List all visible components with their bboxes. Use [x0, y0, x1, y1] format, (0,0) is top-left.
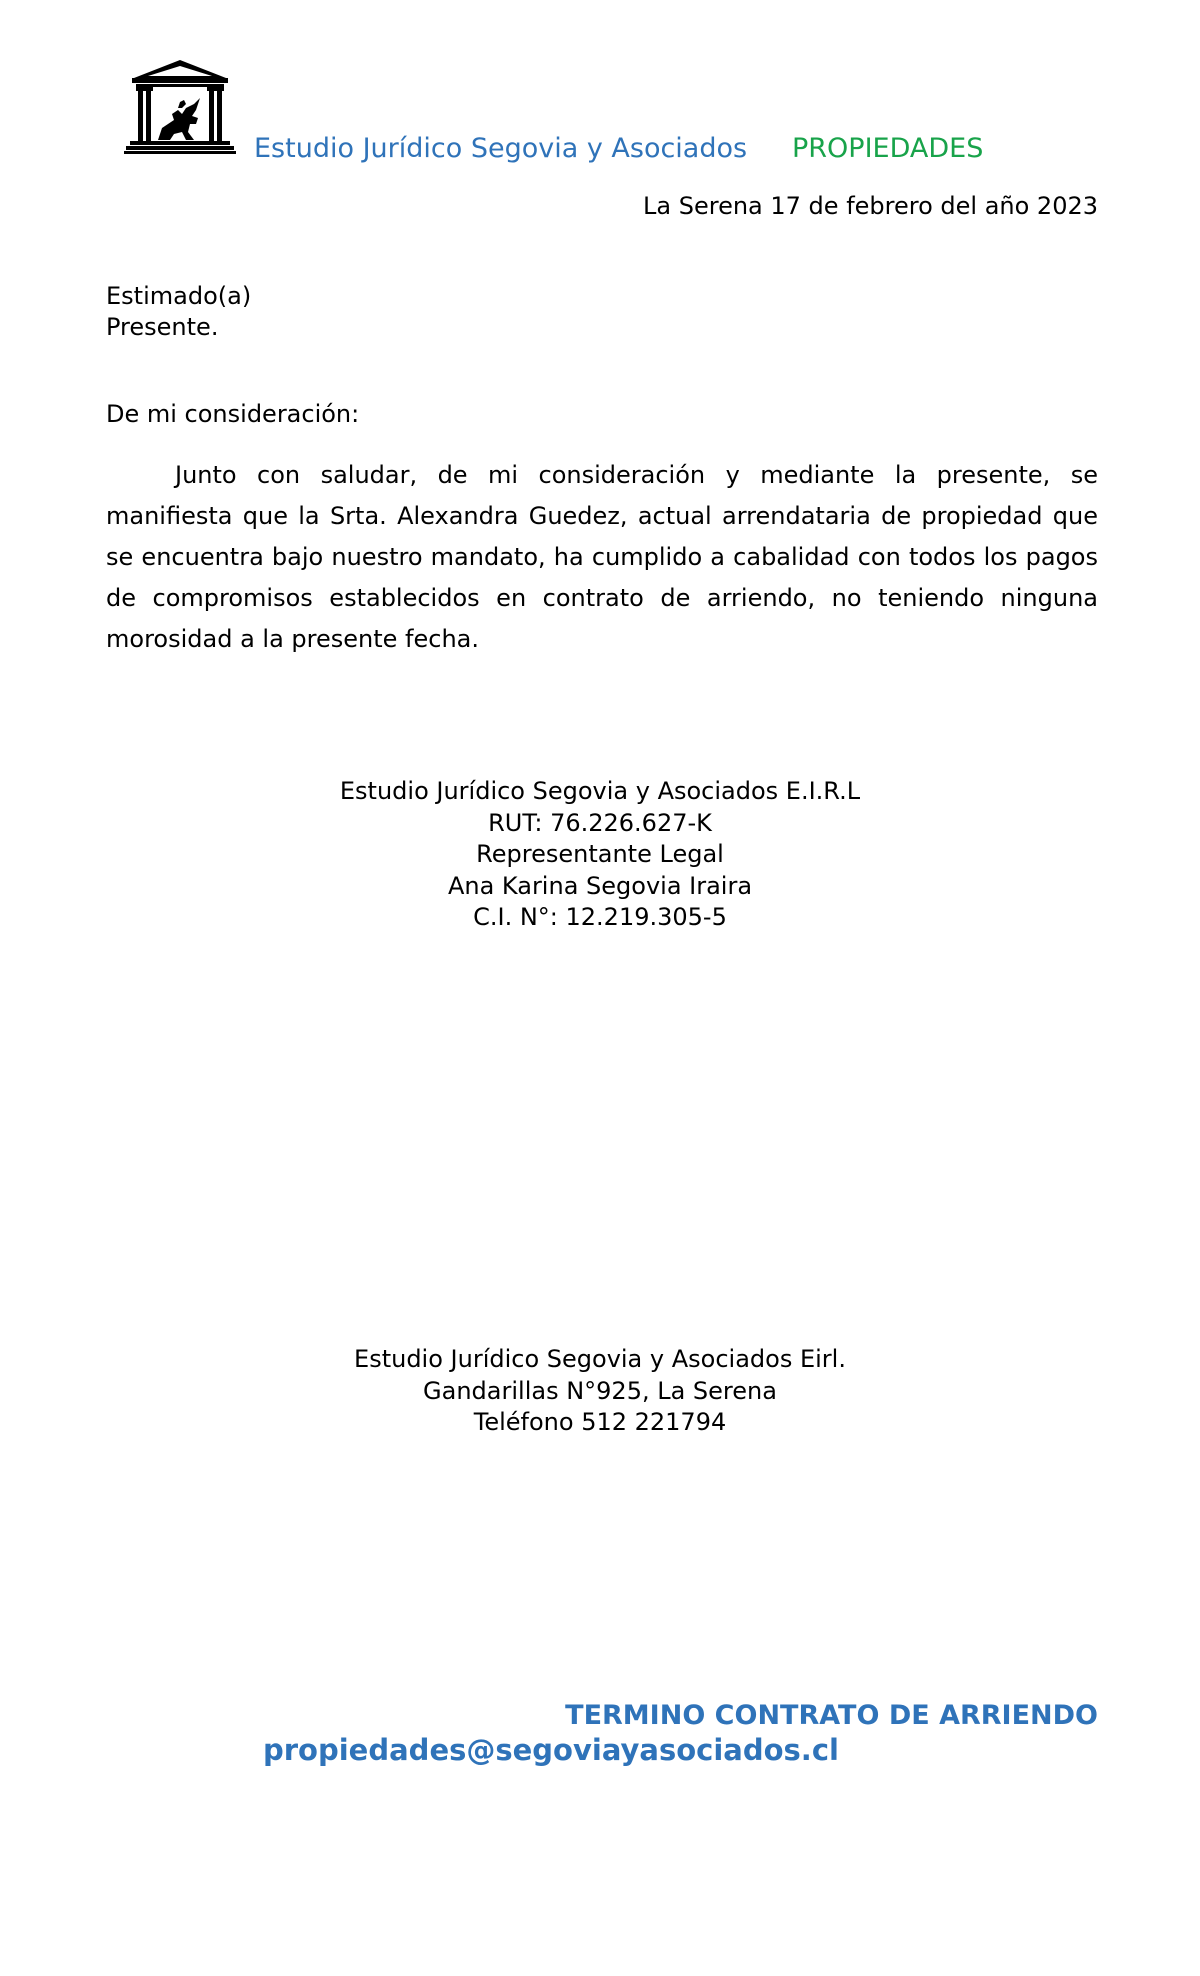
consideration-line: De mi consideración:: [106, 400, 360, 428]
footer-phone: Teléfono 512 221794: [473, 1408, 727, 1436]
signature-name: Ana Karina Segovia Iraira: [447, 871, 753, 900]
signature-role: Representante Legal: [476, 840, 724, 868]
temple-griffin-icon: [124, 58, 236, 156]
signature-rut: RUT: 76.226.627-K: [488, 808, 712, 837]
signature-ci: C.I. N°: 12.219.305-5: [473, 903, 727, 931]
footer-address: Gandarillas N°925, La Serena: [423, 1376, 777, 1405]
signature-company: Estudio Jurídico Segovia y Asociados E.I.R.L: [339, 777, 861, 805]
contact-email[interactable]: propiedades@segoviayasociados.cl: [263, 1733, 839, 1767]
document-type-label: TERMINO CONTRATO DE ARRIENDO: [565, 1700, 1098, 1731]
salutation: [106, 281, 251, 343]
salutation-line-2: Presente.: [106, 313, 219, 341]
footer-company: Estudio Jurídico Segovia y Asociados Eirl.: [354, 1345, 846, 1373]
letter-date: La Serena 17 de febrero del año 2023: [643, 192, 1098, 220]
department-label: PROPIEDADES: [792, 133, 984, 164]
signature-block: [0, 776, 1200, 934]
firm-name-header: Estudio Jurídico Segovia y Asociados: [254, 133, 748, 164]
letter-body: Junto con saludar, de mi consideración y mediante la presente, se manifiesta que la Srta. Alexandra Guedez, actual arrendataria de propiedad que se encuentra bajo nuestro mandato, ha cumplido a cabalidad con todos los pagos de compromisos establecidos en contrato de arriendo, no teniendo ninguna morosidad a la presente fecha.: [106, 461, 1098, 653]
footer-address-block: [0, 1344, 1200, 1439]
salutation-line-1: Estimado(a): [106, 282, 252, 310]
